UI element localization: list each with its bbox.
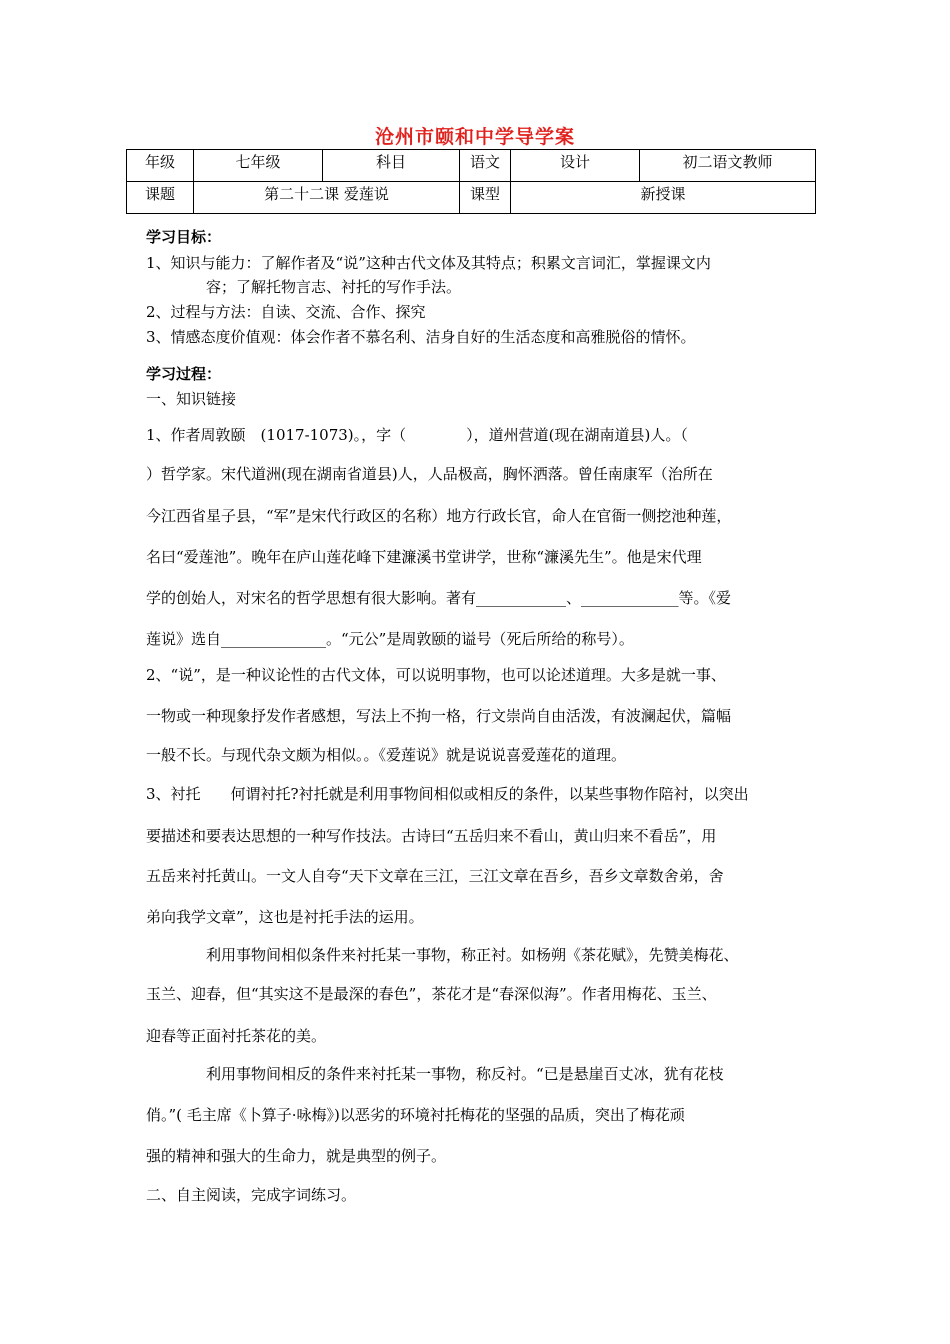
paragraph-line: 强的精神和强大的生命力，就是典型的例子。 (146, 1147, 447, 1165)
paragraph-line: 弟向我学文章”，这也是衬托手法的运用。 (146, 908, 424, 926)
goal-line: 容；了解托物言志、衬托的写作手法。 (206, 278, 462, 296)
paragraph-line: 3、衬托 何谓衬托?衬托就是利用事物间相似或相反的条件，以某些事物作陪衬，以突出 (146, 785, 749, 803)
paragraph-line: 迎春等正面衬托茶花的美。 (146, 1027, 327, 1045)
paragraph-line: 五岳来衬托黄山。一文人自夸“天下文章在三江，三江文章在吾乡，吾乡文章数舍弟，舍 (146, 867, 724, 885)
paragraph-line: 莲说》选自______________。“元公”是周敦颐的谥号（死后所给的称号）。 (146, 630, 634, 648)
paragraph-line: 要描述和要表达思想的一种写作技法。古诗曰“五岳归来不看山，黄山归来不看岳”，用 (146, 827, 717, 845)
table-cell: 新授课 (511, 182, 816, 214)
paragraph-line: 利用事物间相似条件来衬托某一事物，称正衬。如杨朔《茶花赋》，先赞美梅花、 (206, 946, 739, 964)
table-cell: 科目 (323, 150, 460, 182)
goal-line: 3、情感态度价值观：体会作者不慕名利、洁身自好的生活态度和高雅脱俗的情怀。 (146, 328, 696, 346)
paragraph-line: 1、作者周敦颐 (1017-1073)。，字（ ），道州营道(现在湖南道县)人。（ (146, 426, 688, 444)
info-table (126, 149, 816, 214)
goals-heading: 学习目标： (146, 228, 222, 246)
paragraph-line: 俏。”( 毛主席《卜算子·咏梅》)以恶劣的环境衬托梅花的坚强的品质，突出了梅花顽 (146, 1106, 685, 1124)
paragraph-line: 名曰“爱莲池”。晚年在庐山莲花峰下建濂溪书堂讲学，世称“濂溪先生”。他是宋代理 (146, 548, 702, 566)
paragraph-line: 今江西省星子县，“军”是宋代行政区的名称）地方行政长官，命人在官衙一侧挖池种莲， (146, 507, 732, 525)
process-heading: 学习过程： (146, 365, 222, 383)
paragraph-line: 2、“说”，是一种议论性的古代文体，可以说明事物，也可以论述道理。大多是就一事、 (146, 666, 726, 684)
paragraph-line: 一物或一种现象抒发作者感想，写法上不拘一格，行文崇尚自由活泼，有波澜起伏，篇幅 (146, 707, 732, 725)
table-cell: 设计 (511, 150, 640, 182)
table-cell: 年级 (127, 150, 194, 182)
paragraph-line: 一般不长。与现代杂文颇为相似。。《爱莲说》就是说说喜爱莲花的道理。 (146, 746, 627, 764)
paragraph-line: 玉兰、迎春，但“其实这不是最深的春色”，茶花才是“春深似海”。作者用梅花、玉兰、 (146, 985, 717, 1003)
table-row (127, 182, 816, 214)
goal-line: 2、过程与方法：自读、交流、合作、探究 (146, 303, 426, 321)
paragraph-line: 利用事物间相反的条件来衬托某一事物，称反衬。“已是悬崖百丈冰，犹有花枝 (206, 1065, 724, 1083)
paragraph-line: ）哲学家。宋代道洲(现在湖南省道县)人，人品极高，胸怀洒落。曾任南康军（治所在 (146, 465, 713, 483)
page-title: 沧州市颐和中学导学案 (374, 126, 575, 148)
table-cell: 第二十二课 爱莲说 (194, 182, 460, 214)
table-cell: 课型 (460, 182, 511, 214)
paragraph-line: 学的创始人，对宋名的哲学思想有很大影响。著有____________、_____________等。《爱 (146, 589, 732, 607)
table-cell: 初二语文教师 (640, 150, 816, 182)
section-subheading: 二、自主阅读，完成字词练习。 (146, 1186, 357, 1204)
table-cell: 七年级 (194, 150, 323, 182)
table-row (127, 150, 816, 182)
section-subheading: 一、知识链接 (146, 390, 237, 408)
goal-line: 1、知识与能力：了解作者及“说”这种古代文体及其特点；积累文言词汇，掌握课文内 (146, 254, 711, 272)
table-cell: 课题 (127, 182, 194, 214)
table-cell: 语文 (460, 150, 511, 182)
